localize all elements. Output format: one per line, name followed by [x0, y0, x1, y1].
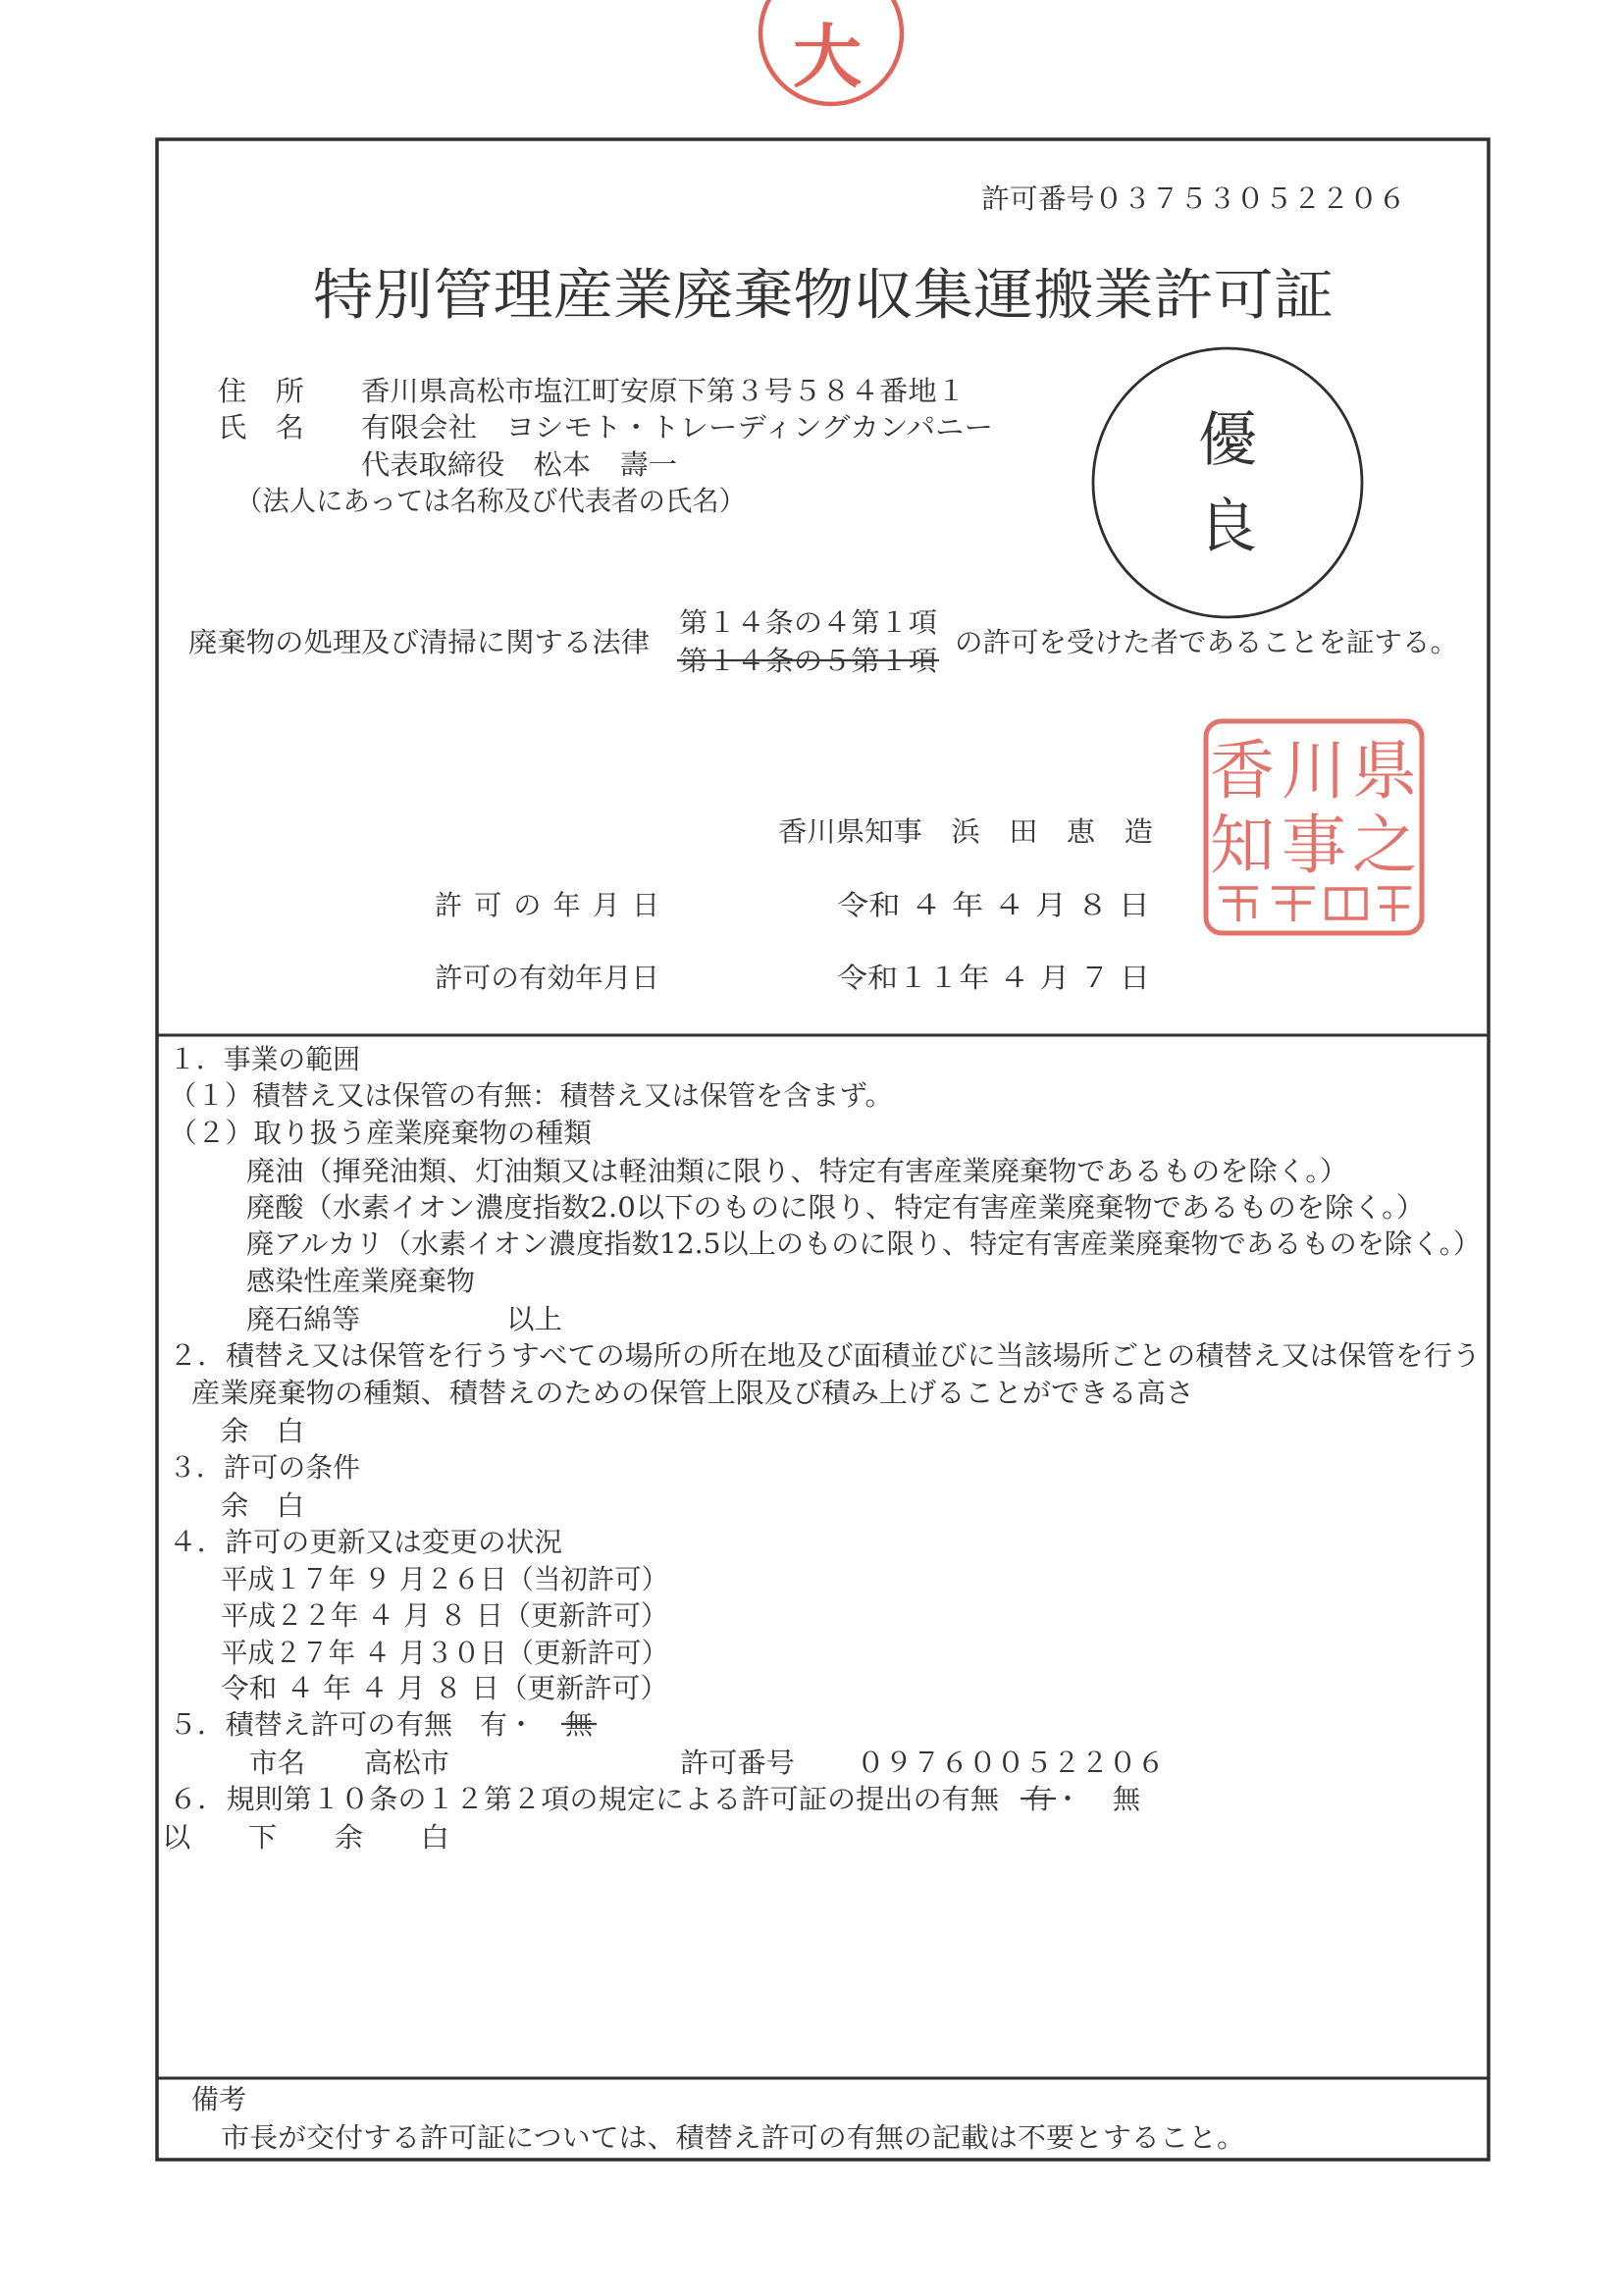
end-note: 以 下 余 白 [162, 1821, 449, 1853]
certification-statement: の許可を受けた者であることを証する。 [955, 626, 1458, 658]
valid-until-label: 許可の有効年月日 [435, 962, 659, 994]
city-permit-number: ０９７６００５２２０６ [857, 1747, 1165, 1779]
valid-until-date: 令和１１年 ４ 月 ７ 日 [837, 962, 1150, 994]
permit-number: 許可番号０３７５３０５２２０６ [981, 183, 1406, 215]
history-entry: 平成２２年 ４ 月 ８ 日（更新許可） [221, 1599, 668, 1632]
rating-char-2: 良 [1198, 493, 1257, 561]
permit-date-label: 許可の年月日 [435, 889, 659, 921]
history-heading: ４．許可の更新又は変更の状況 [169, 1526, 562, 1558]
seal-char: 事 [1282, 808, 1346, 883]
remarks-label: 備考 [191, 2083, 246, 2115]
scope-types-heading: （２）取り扱う産業廃棄物の種類 [169, 1117, 592, 1149]
scope-storage: （１）積替え又は保管の有無：積替え又は保管を含まず。 [169, 1079, 893, 1112]
company-name: 有限会社 ヨシモト・トレーディングカンパニー [361, 411, 993, 444]
conditions-value: 余 白 [221, 1489, 304, 1522]
name-label: 氏 名 [218, 411, 304, 444]
representative-name: 代表取締役 松本 壽一 [361, 448, 677, 481]
city-name: 高松市 [364, 1747, 449, 1779]
law-name: 廃棄物の処理及び清掃に関する法律 [188, 626, 650, 658]
document-title: 特別管理産業廃棄物収集運搬業許可証 [313, 264, 1334, 328]
waste-type-item: 廃酸（水素イオン濃度指数2.0以下のものに限り、特定有害産業廃棄物であるものを除く。） [246, 1191, 1425, 1224]
waste-type-item: 廃アルカリ（水素イオン濃度指数12.5以上のものに限り、特定有害産業廃棄物であるものを除く。） [246, 1227, 1482, 1260]
seal-char: 川 [1282, 733, 1346, 809]
storage-sites-heading-1: ２．積替え又は保管を行うすべての場所の所在地及び面積並びに当該場所ごとの積替え又は保管を行う [169, 1339, 1481, 1372]
article-selected: 第１４条の４第１項 [679, 606, 937, 639]
transfer-permit-no: 無 [564, 1708, 594, 1741]
conditions-heading: ３．許可の条件 [169, 1451, 360, 1484]
address-label: 住 所 [218, 375, 304, 407]
seal-char: 之 [1352, 808, 1417, 883]
scope-heading: １．事業の範囲 [169, 1043, 360, 1075]
top-stamp-char: 大 [793, 16, 862, 97]
submission-separator: ・ [1053, 1783, 1082, 1815]
transfer-permit-heading: ５．積替え許可の有無 [169, 1708, 454, 1741]
seal-char: 県 [1352, 733, 1417, 809]
issuer-name: 香川県知事 浜 田 恵 造 [778, 815, 1153, 848]
waste-types-end: 以上 [506, 1303, 562, 1335]
rating-char-1: 優 [1198, 406, 1257, 475]
seal-char: 香 [1210, 733, 1275, 809]
submission-no: 無 [1112, 1783, 1141, 1815]
permit-date: 令和 ４ 年 ４ 月 ８ 日 [837, 889, 1150, 921]
article-struck: 第１４条の５第１項 [679, 645, 937, 677]
transfer-permit-yes: 有・ [480, 1708, 536, 1741]
history-entry: 平成１７年 ９ 月２６日（当初許可） [221, 1563, 668, 1595]
seal-char: 知 [1210, 808, 1275, 883]
history-entry: 令和 ４ 年 ４ 月 ８ 日（更新許可） [221, 1672, 668, 1704]
storage-sites-heading-2: 産業廃棄物の種類、積替えのための保管上限及び積み上げることができる高さ [191, 1377, 1194, 1409]
holder-note: （法人にあっては名称及び代表者の氏名） [236, 485, 746, 517]
submission-yes: 有 [1023, 1783, 1053, 1815]
waste-type-item: 廃石綿等 [246, 1303, 360, 1335]
city-label: 市名 [249, 1747, 305, 1779]
city-permit-number-label: 許可番号 [680, 1747, 795, 1779]
address-value: 香川県高松市塩江町安原下第３号５８４番地１ [361, 375, 966, 407]
remarks-text: 市長が交付する許可証については、積替え許可の有無の記載は不要とすること。 [221, 2121, 1245, 2154]
storage-sites-value: 余 白 [221, 1415, 304, 1447]
waste-type-item: 廃油（揮発油類、灯油類又は軽油類に限り、特定有害産業廃棄物であるものを除く。） [246, 1155, 1348, 1187]
waste-type-item: 感染性産業廃棄物 [246, 1265, 475, 1297]
history-entry: 平成２７年 ４ 月３０日（更新許可） [221, 1637, 668, 1669]
submission-heading: ６．規則第１０条の１２第２項の規定による許可証の提出の有無 [169, 1783, 1001, 1815]
